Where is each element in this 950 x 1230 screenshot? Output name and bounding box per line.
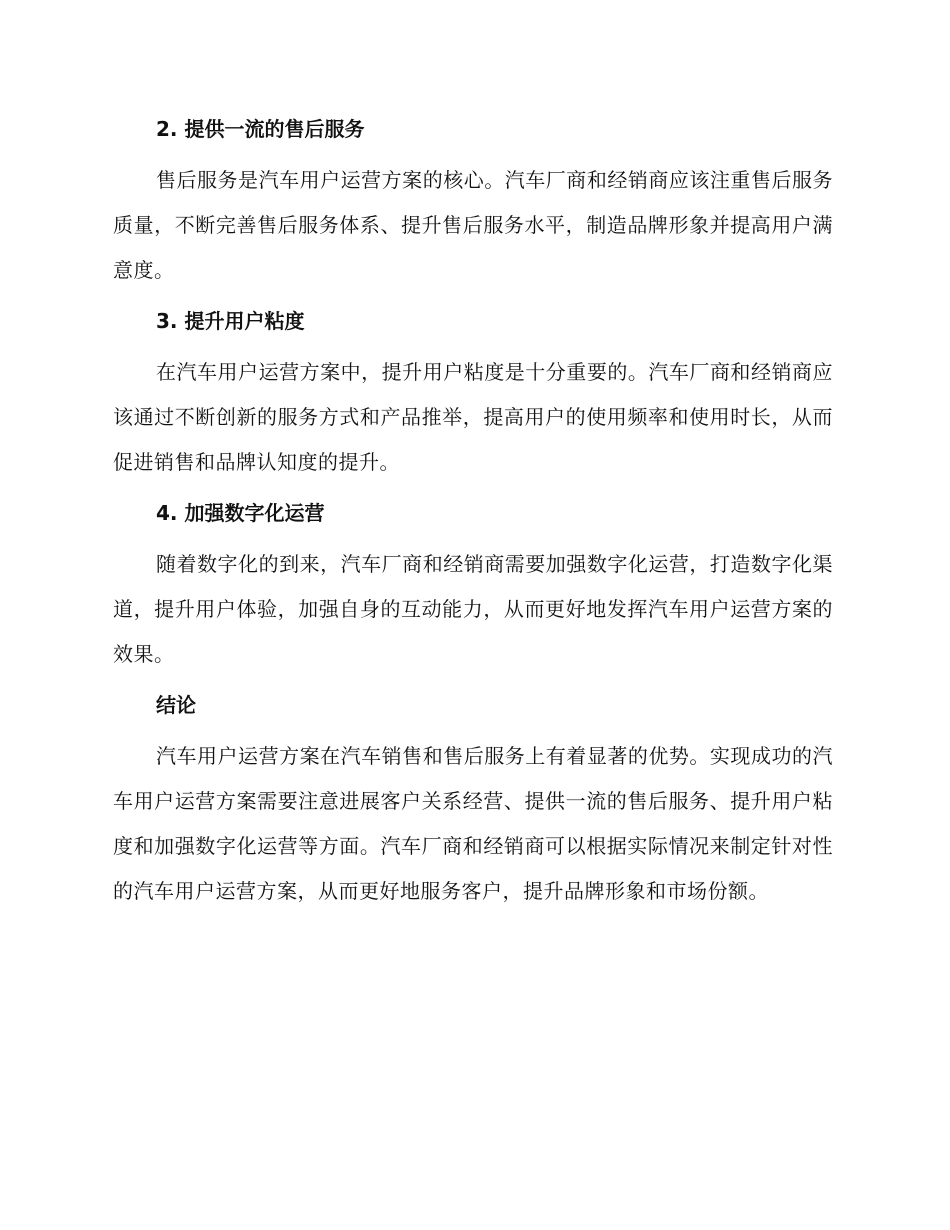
document-content xyxy=(113,110,833,923)
section-heading: 4. 加强数字化运营 xyxy=(156,501,325,525)
section-heading: 2. 提供一流的售后服务 xyxy=(156,117,365,141)
section-user-stickiness xyxy=(113,302,833,485)
section-heading: 3. 提升用户粘度 xyxy=(156,309,305,333)
section-heading: 结论 xyxy=(156,693,196,717)
section-paragraph: 汽车用户运营方案在汽车销售和售后服务上有着显著的优势。实现成功的汽车用户运营方案需要注意进展客户关系经营、提供一流的售后服务、提升用户粘度和加强数字化运营等方面。汽车厂商和经销商可以根据实际情况来制定针对性的汽车用户运营方案，从而更好地服务客户，提升品牌形象和市场份额。 xyxy=(113,744,833,903)
section-paragraph: 随着数字化的到来，汽车厂商和经销商需要加强数字化运营，打造数字化渠道，提升用户体验，加强自身的互动能力，从而更好地发挥汽车用户运营方案的效果。 xyxy=(113,552,833,666)
section-paragraph: 在汽车用户运营方案中，提升用户粘度是十分重要的。汽车厂商和经销商应该通过不断创新的服务方式和产品推举，提高用户的使用频率和使用时长，从而促进销售和品牌认知度的提升。 xyxy=(113,360,833,474)
section-paragraph: 售后服务是汽车用户运营方案的核心。汽车厂商和经销商应该注重售后服务质量，不断完善售后服务体系、提升售后服务水平，制造品牌形象并提高用户满意度。 xyxy=(113,168,833,282)
section-digital-operations xyxy=(113,494,833,677)
section-conclusion xyxy=(113,686,833,914)
section-after-sales xyxy=(113,110,833,293)
